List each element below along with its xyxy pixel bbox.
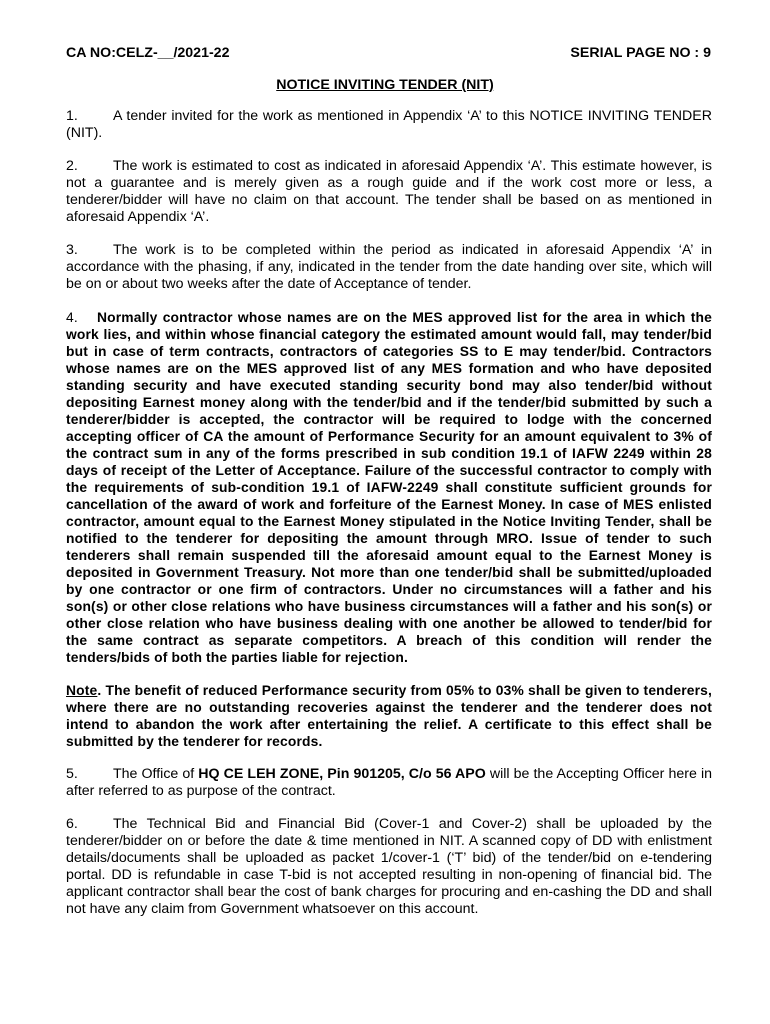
paragraph-6 <box>66 816 712 918</box>
paragraph-3 <box>66 242 712 293</box>
note-text: . The benefit of reduced Performance security from 05% to 03% shall be given to tenderers, where there are no outstanding recoveries against the tenderer and the tenderer does not intend to abandon the work after entertaining the relief. A certificate to this effect shall be submitted by the tenderer for records. <box>66 682 712 749</box>
note-label: Note <box>66 682 98 698</box>
paragraph-text: The Technical Bid and Financial Bid (Cover-1 and Cover-2) shall be uploaded by the tenderer/bidder on or before the date & time mentioned in NIT. A scanned copy of DD with enlistment details/documents shall be uploaded as packet 1/cover-1 (‘T’ bid) of the tender/bid on e-tendering portal. DD is refundable in case T-bid is not accepted resulting in non-opening of financial bid. The applicant contractor shall bear the cost of bank charges for procuring and en-cashing the DD and shall not have any claim from Government whatsoever on this account. <box>66 816 712 917</box>
serial-page-number: SERIAL PAGE NO : 9 <box>570 45 711 61</box>
paragraph-text-end: will be the Accepting Officer here in after referred to as purpose of the contract. <box>66 766 712 799</box>
document-body <box>66 108 712 934</box>
paragraph-5 <box>66 766 712 800</box>
accepting-officer: HQ CE LEH ZONE, Pin 901205, C/o 56 APO <box>198 766 486 782</box>
paragraph-number: 6. <box>66 816 78 832</box>
paragraph-1 <box>66 108 712 142</box>
paragraph-number: 3. <box>66 242 78 258</box>
paragraph-text: The work is to be completed within the period as indicated in aforesaid Appendix ‘A’ in accordance with the phasing, if any, indicated in the tender from the date handing over site, which will be on or about two weeks after the date of Acceptance of tender. <box>66 242 712 292</box>
ca-number: CA NO:CELZ-__/2021-22 <box>66 45 230 61</box>
paragraph-text: Normally contractor whose names are on the MES approved list for the area in which the work lies, and within whose financial category the estimated amount would fall, may tender/bid but in case of term contracts, contractors of categories SS to E may tender/bid. Contractors whose names are on the MES approved list of any MES formation and who have deposited standing security and have executed standing security bond may also tender/bid without depositing Earnest money along with the tender/bid and if the tender/bid submitted by such a tenderer/bidder is accepted, the contractor will be required to lodge with the concerned accepting officer of CA the amount of Performance Security for an amount equivalent to 3% of the contract sum in any of the forms prescribed in sub condition 19.1 of IAFW 2249 within 28 days of receipt of the Letter of Acceptance. Failure of the successful contractor to comply with the requirements of sub-condition 19.1 of IAFW-2249 shall constitute sufficient grounds for cancellation of the award of work and forfeiture of the Earnest Money. In case of MES enlisted contractor, amount equal to the Earnest Money stipulated in the Notice Inviting Tender, shall be notified to the tenderer for depositing the amount through MRO. Issue of tender to such tenderers shall remain suspended till the aforesaid amount equal to the Earnest Money is deposited in Government Treasury. Not more than one tender/bid shall be submitted/uploaded by one contractor or one firm of contractors. Under no circumstances will a father and his son(s) or other close relations who have business circumstances will a father and his son(s) or other close relation who have business dealing with one another be allowed to tender/bid for the same contract as separate competitors. A breach of this condition will render the tenders/bids of both the parties liable for rejection. <box>66 309 712 665</box>
paragraph-number: 5. <box>66 766 78 782</box>
paragraph-number: 4. <box>66 309 78 325</box>
paragraph-text: The work is estimated to cost as indicated in aforesaid Appendix ‘A’. This estimate however, is not a guarantee and is merely given as a rough guide and if the work cost more or less, a tenderer/bidder will have no claim on that account. The tender shall be based on as mentioned in aforesaid Appendix ‘A’. <box>66 158 712 225</box>
paragraph-text: A tender invited for the work as mentioned in Appendix ‘A’ to this NOTICE INVITING TENDER (NIT). <box>66 108 712 141</box>
page-header <box>66 45 711 62</box>
paragraph-number: 1. <box>66 108 78 124</box>
paragraph-text-start: The Office of <box>113 766 199 782</box>
document-title: NOTICE INVITING TENDER (NIT) <box>276 77 494 93</box>
note-paragraph <box>66 682 712 750</box>
paragraph-4 <box>66 309 712 666</box>
paragraph-2 <box>66 158 712 226</box>
paragraph-number: 2. <box>66 158 78 174</box>
